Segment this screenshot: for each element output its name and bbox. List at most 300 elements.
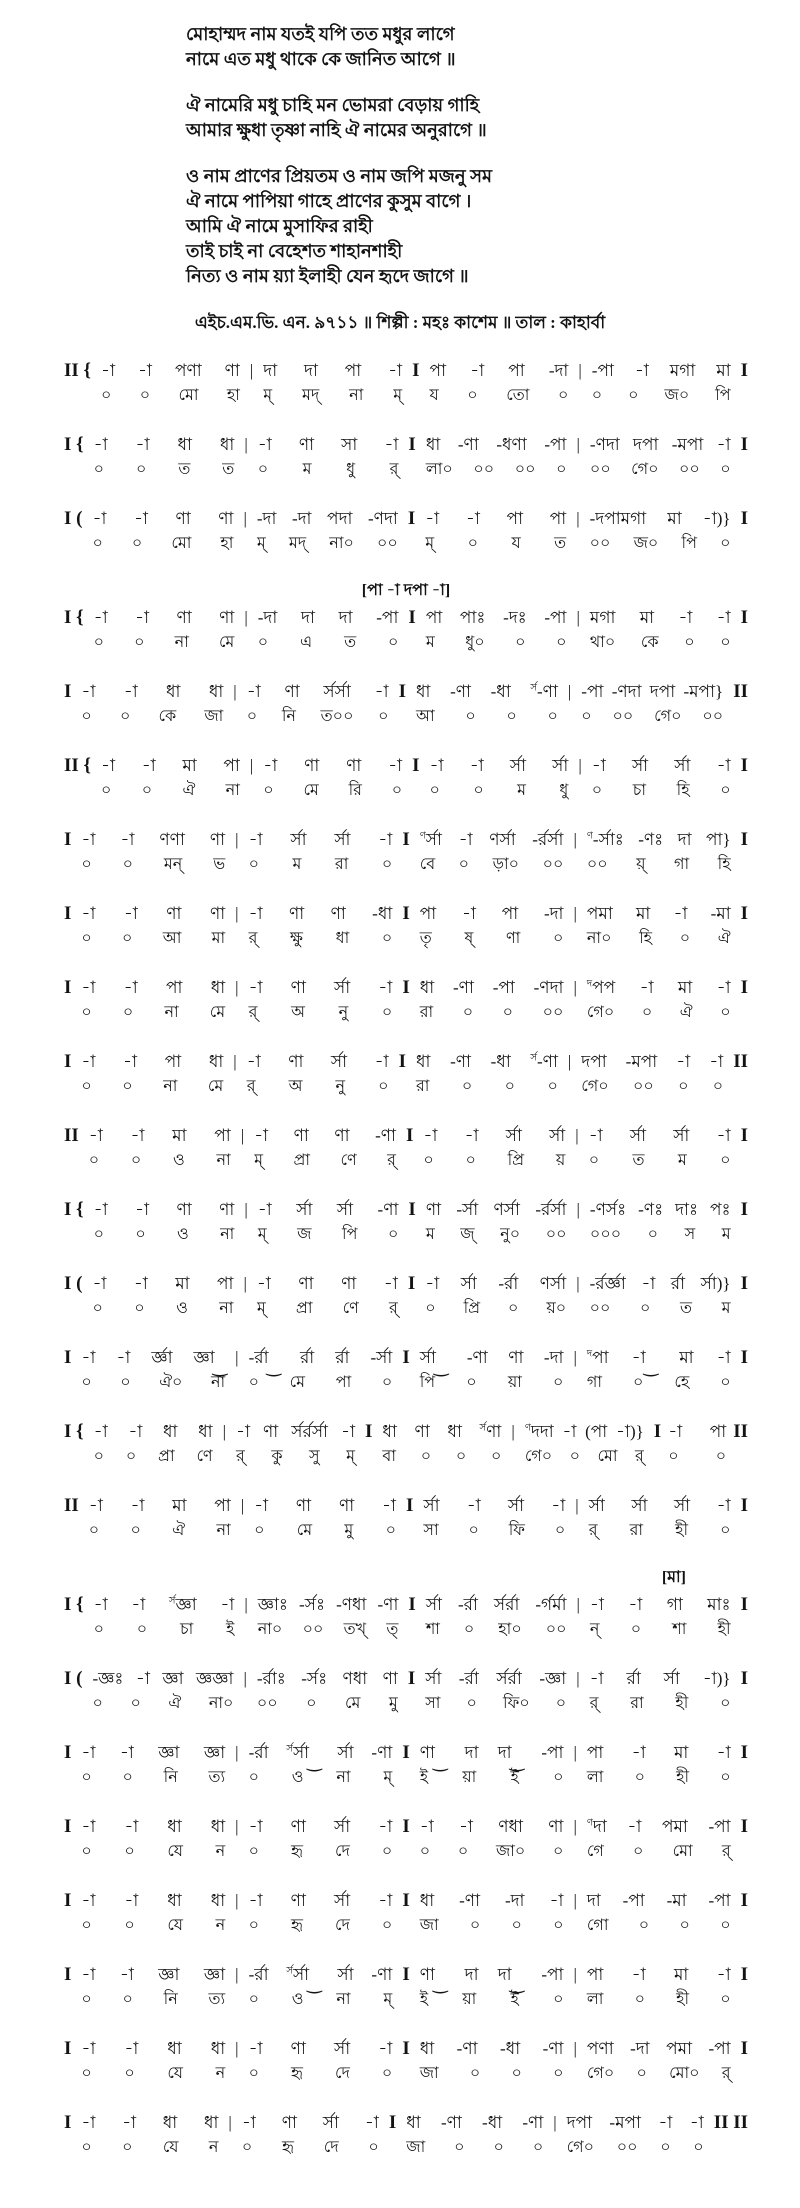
measure [241, 901, 401, 951]
sargam-row [81, 2110, 218, 2135]
cell: ০ [139, 387, 151, 404]
measure [417, 1666, 574, 1716]
cell: ই [510, 1769, 519, 1786]
bar-separator: | [576, 435, 580, 454]
cell: ম [677, 1152, 687, 1169]
cell: জ্ঞজ্ঞা [195, 1669, 234, 1688]
bar-separator: I [402, 977, 410, 998]
syllable-row [425, 531, 566, 556]
measure [255, 753, 410, 803]
cell: মদ্ [288, 535, 307, 552]
cell: ০ [419, 1843, 431, 1860]
sargam-row [586, 1345, 731, 1376]
barline-close: I [740, 977, 749, 998]
cell: মা [677, 978, 693, 997]
sargam-row [587, 1740, 731, 1765]
cell: না০ [257, 1621, 283, 1638]
syllable-row [423, 1518, 565, 1543]
syllable-row [254, 1148, 396, 1173]
cell: প্রা [295, 1300, 313, 1317]
cell: ০ [630, 1621, 642, 1638]
syllable-row [425, 1296, 566, 1321]
measure [584, 358, 739, 408]
cell: আ [416, 708, 435, 725]
cell: ০ [246, 708, 258, 725]
sargam-row [89, 1493, 231, 1518]
cell: মা [673, 1965, 689, 1984]
bar-separator: I [402, 1890, 410, 1911]
cell: জা [406, 2139, 426, 2156]
cell: -া [378, 830, 393, 849]
cell: ধা [419, 978, 435, 997]
cell: ণা [298, 1274, 314, 1293]
cell: $^ণ$র্সা [419, 830, 442, 849]
cell: থা০ [589, 634, 616, 651]
measure [417, 1271, 574, 1321]
sargam-row [248, 1345, 393, 1376]
cell: ণা [414, 1422, 430, 1441]
cell: মা [667, 509, 682, 528]
cell: -পা [622, 1891, 645, 1910]
bar-separator: I [398, 681, 406, 702]
cell: ত্য [208, 1769, 226, 1786]
cell: ০ [461, 1078, 473, 1095]
bar-separator: | [235, 1348, 239, 1367]
cell: $^ণ$দদা [524, 1422, 554, 1441]
syllable-row [430, 383, 569, 408]
cell: ০ [92, 1695, 103, 1712]
slur-tie: ‿ [432, 1751, 448, 1771]
cell: ০ [388, 634, 399, 651]
cell: ণা [219, 608, 235, 627]
measure [73, 2036, 233, 2086]
cell: ০ [241, 2139, 253, 2156]
cell: ম্ [383, 1769, 393, 1786]
cell: -ধা [500, 2039, 521, 2058]
syllable-row [81, 704, 223, 729]
bar-separator: | [575, 1496, 579, 1515]
cell: ০ [720, 535, 731, 552]
cell: ০ [466, 1374, 477, 1391]
cell: প্রি [507, 1152, 525, 1169]
cell: -া [254, 1496, 269, 1515]
measure [86, 1592, 243, 1642]
cell: ত [344, 634, 357, 651]
cell: ০ [248, 1769, 259, 1786]
cell: -া)} [702, 509, 731, 528]
cell: র্সা [631, 756, 649, 775]
cell: -া [627, 1817, 642, 1836]
cell: চা [179, 1621, 194, 1638]
cell: ণা [288, 1052, 304, 1071]
measure [73, 1962, 233, 2012]
cell: -া [429, 756, 444, 775]
cell: ম [302, 461, 312, 478]
cell: ০০ [589, 535, 611, 552]
cell: ণা [176, 608, 192, 627]
cell: পাঃ [459, 608, 486, 627]
bar-separator: | [233, 682, 237, 701]
cell: -া [469, 756, 484, 775]
cell: গা [666, 1595, 683, 1614]
cell: -পা [544, 435, 567, 454]
cell: ও [177, 1226, 189, 1243]
sargam-row [254, 1123, 396, 1148]
cell: ০ [81, 930, 92, 947]
cell: ০ [93, 634, 105, 651]
measure [241, 975, 401, 1025]
cell: জ০ [664, 387, 690, 404]
bar-separator: | [235, 830, 239, 849]
cell: গে০ [566, 2139, 595, 2156]
cell: জ্ঞা [203, 1965, 226, 1984]
notation-line [62, 827, 750, 877]
cell: -া [668, 1422, 683, 1441]
cell: পমা [586, 904, 613, 923]
cell: -পা [544, 608, 567, 627]
syllable-row [257, 1296, 398, 1321]
cell: -ণর্সঃ [589, 1200, 627, 1219]
bar-separator: I [402, 1816, 410, 1837]
cell: জ্ঞাঃ [257, 1595, 288, 1614]
bar-separator: | [573, 1965, 577, 1984]
lyric-line: নিত্য ও নাম য়্যা ইলাহী যেন হৃদে জাগে ॥ [186, 266, 469, 286]
cell: ০ [81, 2139, 92, 2156]
cell: অ [291, 1004, 305, 1021]
barline-close: I [740, 2038, 749, 2059]
barline-close: I [740, 903, 749, 924]
bar-separator: | [235, 1817, 239, 1836]
cell: ০ [553, 1374, 564, 1391]
cell: -ধা [490, 682, 511, 701]
cell: দপা [581, 1052, 607, 1071]
cell: -া [130, 1496, 145, 1515]
cell: য [511, 535, 521, 552]
cell: র্সা [425, 1595, 442, 1614]
cell: ০ [712, 1078, 724, 1095]
sargam-row [425, 506, 566, 531]
cell: ০ [81, 856, 92, 873]
sargam-row [419, 1345, 564, 1376]
cell: -র্রাঃ [256, 1669, 286, 1688]
syllable-row [81, 1987, 225, 2012]
syllable-row [589, 1148, 731, 1173]
cell: ণা [304, 756, 320, 775]
cell: র্ [389, 461, 399, 478]
measure [582, 432, 739, 482]
cell: ০ [248, 1843, 259, 1860]
cell: ০ [660, 2139, 671, 2156]
sargam-row [248, 1740, 393, 1771]
cell: ০ [720, 1152, 731, 1169]
cell: ন [215, 2065, 226, 2082]
bar-separator: | [573, 1817, 577, 1836]
cell: গে০ [631, 461, 659, 478]
cell: ০ [263, 782, 274, 799]
cell: ০০ [256, 1695, 278, 1712]
sargam-row [81, 1740, 225, 1765]
cell: ০ [135, 461, 147, 478]
cell: ০০ [542, 856, 564, 873]
cell: -া [81, 904, 96, 923]
barline-open: I [64, 903, 72, 924]
cell: লা০ [425, 461, 453, 478]
cell: ০ [458, 856, 470, 873]
cell: র্জ্ঞা [151, 1348, 173, 1367]
cell: -পা [541, 1743, 564, 1762]
cell: -া [384, 435, 399, 454]
cell: ০ [553, 1917, 564, 1934]
syllable-row [92, 531, 233, 556]
cell: ০ [124, 2065, 135, 2082]
sargam-row [590, 432, 731, 457]
cell: ০ [504, 1078, 516, 1095]
cell: $^ণ$দা [586, 1817, 607, 1836]
cell: না০ [329, 535, 354, 552]
measure [73, 975, 233, 1025]
cell: অ [288, 1078, 303, 1095]
cell: ধু০ [465, 634, 485, 651]
cell: ০ [131, 535, 143, 552]
cell: রা [629, 1522, 644, 1539]
cell: নু [338, 1004, 349, 1021]
cell: -দা [256, 509, 277, 528]
cell: -া [81, 978, 96, 997]
cell: ণা [548, 1817, 564, 1836]
syllable-row [81, 1913, 225, 1938]
sargam-row [249, 1888, 393, 1913]
cell: ণা‿ [419, 1743, 448, 1771]
cell: রা [630, 1695, 644, 1712]
measure [422, 358, 577, 408]
cell: মে [296, 1522, 313, 1539]
measure [93, 358, 248, 408]
cell: ০ [469, 1917, 481, 1934]
syllable-row [258, 1617, 399, 1642]
cell: ম [292, 856, 302, 873]
syllable-row [81, 1765, 225, 1790]
cell: -ণা [450, 1052, 471, 1071]
cell: -া [257, 1200, 272, 1219]
bar-separator: | [244, 1200, 248, 1219]
bar-separator: | [576, 608, 580, 627]
sargam-row [254, 1493, 396, 1518]
bar-separator: I [407, 1668, 416, 1689]
sargam-row [258, 1592, 399, 1617]
cell: পমা [661, 1817, 688, 1836]
cell: ০ [136, 1621, 148, 1638]
sargam-row [94, 605, 235, 630]
cell: র্সা [425, 1669, 442, 1688]
cell: ০ [92, 1300, 103, 1317]
measure [418, 432, 575, 482]
cell: পা [709, 1422, 727, 1441]
cell: ধা [219, 435, 235, 454]
measure [582, 1592, 739, 1642]
cell: ০ [81, 1078, 92, 1095]
barline-close: I [740, 1964, 749, 1985]
measure [579, 2036, 739, 2086]
cell: -া)} [615, 1422, 644, 1441]
cell: পঃ [709, 1200, 731, 1219]
cell: -া [135, 608, 150, 627]
cell: -া [419, 1817, 434, 1836]
sargam-row [425, 1271, 566, 1296]
sargam-row [426, 432, 567, 457]
bar-separator: | [573, 830, 577, 849]
bar-separator: | [576, 1200, 580, 1219]
cell: ০ [254, 1522, 265, 1539]
cell: -া [388, 361, 403, 380]
cell: সু [309, 1448, 320, 1465]
cell: ণা [288, 904, 305, 923]
bar-separator: | [576, 1669, 580, 1688]
syllable-row [81, 1000, 225, 1025]
sargam-row [382, 1419, 501, 1444]
syllable-row [89, 1518, 231, 1543]
cell: দা [338, 608, 353, 627]
cell: ০ [306, 1695, 317, 1712]
measure [255, 358, 410, 408]
cell: ০ [556, 634, 567, 651]
cell: $^দ$পা [586, 1348, 609, 1367]
notation-line [62, 1271, 750, 1321]
cell: ০ [81, 708, 92, 725]
cell: ০০ [616, 2139, 638, 2156]
syllable-row [81, 2135, 218, 2160]
cell: য়া [507, 1374, 522, 1391]
cell: -া [101, 756, 116, 775]
cell: -া [464, 1126, 479, 1145]
cell: -া [709, 1052, 724, 1071]
cell: -া [466, 1496, 481, 1515]
lyrics-stanza-1 [186, 22, 800, 72]
sargam-row [590, 1666, 731, 1691]
cell: -া [716, 1348, 731, 1367]
bar-separator: | [567, 682, 572, 701]
bar-separator: | [243, 509, 247, 528]
cell: র্ [387, 1152, 396, 1169]
cell: -া [589, 1595, 604, 1614]
cell: ০ [122, 1004, 134, 1021]
bar-separator: | [244, 608, 248, 627]
cell: না [219, 1300, 234, 1317]
sargam-row [248, 1962, 393, 1993]
cell: ০০ [514, 461, 536, 478]
barline-close: I [740, 434, 749, 455]
cell: র্সা [588, 1496, 605, 1515]
measure [412, 1740, 572, 1790]
cell: রি [348, 782, 362, 799]
cell: ণা [425, 1200, 442, 1219]
sargam-row [420, 827, 564, 852]
sargam-row [81, 975, 225, 1000]
cell: ০ [668, 1448, 679, 1465]
syllable-row [587, 1839, 731, 1864]
cell: -া [81, 682, 96, 701]
notation-line [62, 358, 750, 408]
cell: য়০ [546, 1300, 567, 1317]
cell: -া [135, 1200, 150, 1219]
cell: -পা [591, 361, 614, 380]
cell: -া [549, 1891, 564, 1910]
cell: $^{র্স}$র্সা‿ [286, 1965, 322, 1993]
cell: র্ [388, 1300, 398, 1317]
cell: -র্রা [248, 1743, 269, 1762]
syllable-row [263, 778, 402, 803]
cell: ০ [715, 1448, 727, 1465]
cell: ত [222, 461, 235, 478]
barline-open: I ( [64, 1273, 83, 1294]
cell: -দঃ [503, 608, 527, 627]
cell: -র্সা [370, 1348, 393, 1367]
cell: -া [81, 1052, 96, 1071]
syllable-row [592, 383, 731, 408]
syllable-row [81, 926, 225, 951]
cell: ও [172, 1152, 185, 1169]
grace-note: র্স [530, 682, 537, 694]
cell: ০০ [545, 1226, 567, 1243]
syllable-row [81, 1839, 225, 1864]
cell: পি [419, 1374, 436, 1391]
sargam-row [236, 1419, 355, 1444]
cell: -া [133, 1274, 148, 1293]
cell: পমা [666, 2039, 693, 2058]
cell: র্রা [670, 1274, 686, 1293]
cell: ০ [124, 1843, 135, 1860]
measure [234, 2110, 387, 2160]
notation-line [62, 1962, 750, 2012]
cell: -া [124, 1891, 139, 1910]
slur-tie: ‿ [307, 1973, 322, 1993]
cell: ০ [130, 1695, 141, 1712]
cell: গা [674, 856, 690, 873]
syllable-row [81, 1370, 225, 1395]
cell: হৃ [290, 1917, 303, 1934]
measure [228, 1419, 363, 1469]
cell: কে [640, 634, 659, 651]
cell: দা‿ [497, 1965, 525, 1993]
notation-line [62, 1197, 750, 1247]
cell: ০ [101, 387, 112, 404]
cell: -া [562, 1422, 577, 1441]
barline-open: I [64, 2038, 72, 2059]
cell: যে [162, 2139, 179, 2156]
syllable-row [426, 457, 567, 482]
sargam-row [247, 1049, 389, 1074]
cell: র্সা [336, 1200, 354, 1219]
cell: -পা [492, 978, 515, 997]
cell: -া [364, 2113, 379, 2132]
measure [84, 1666, 241, 1716]
cell: -ণা [522, 2113, 544, 2132]
cell: ০ [720, 1004, 731, 1021]
cell: -া [716, 1126, 731, 1145]
cell: বা [382, 1448, 396, 1465]
cell: রা [334, 856, 349, 873]
cell: পা [164, 1052, 182, 1071]
cell: -ধা [372, 904, 393, 923]
cell: ০ [547, 708, 558, 725]
cell: ণণা [159, 830, 185, 849]
syllable-row [257, 531, 398, 556]
cell: -ণঃ [638, 1200, 664, 1219]
cell: ফি [508, 1522, 526, 1539]
notation-line [62, 1419, 750, 1469]
measure [579, 901, 739, 951]
cell: ০ [429, 782, 440, 799]
sargam-row [92, 1666, 233, 1691]
